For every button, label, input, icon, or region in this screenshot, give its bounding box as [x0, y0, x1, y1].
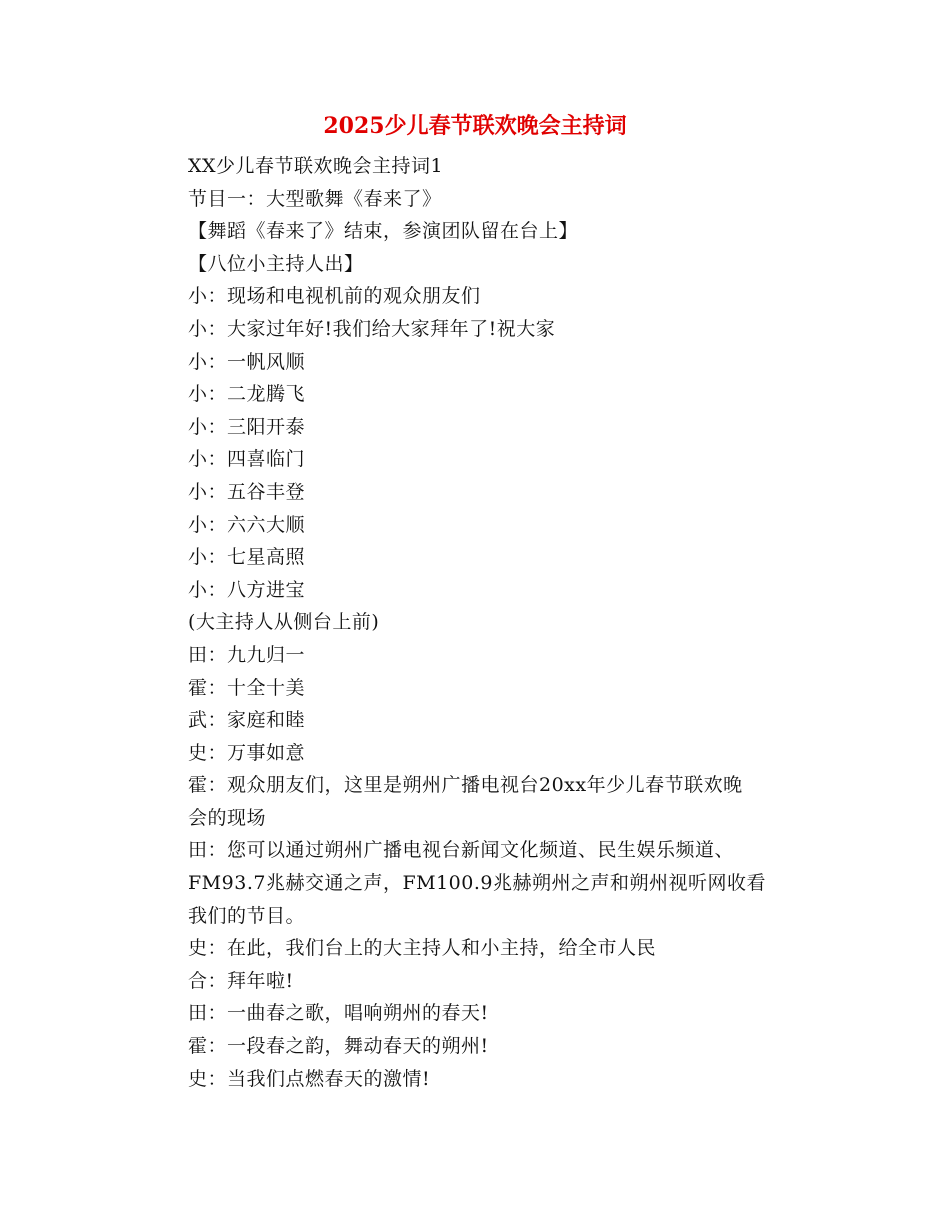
paragraph: 小：八方进宝	[188, 578, 306, 601]
paragraph: 小：大家过年好!我们给大家拜年了!祝大家	[188, 317, 556, 340]
paragraph: 史：万事如意	[188, 741, 306, 764]
paragraph: 小：三阳开泰	[188, 415, 306, 438]
paragraph: 小：一帆风顺	[188, 350, 306, 373]
paragraph: 霍：十全十美	[188, 676, 306, 699]
paragraph: 霍：观众朋友们，这里是朔州广播电视台20xx年少儿春节联欢晚 会的现场	[188, 774, 743, 829]
paragraph: 武：家庭和睦	[188, 709, 306, 732]
paragraph: 史：当我们点燃春天的激情!	[188, 1067, 431, 1090]
paragraph: 小：五谷丰登	[188, 480, 306, 503]
paragraph: 田：您可以通过朔州广播电视台新闻文化频道、民生娱乐频道、 FM93.7兆赫交通之声，FM100.9兆赫朔州之声和朔州视听网收看 我们的节目。	[188, 839, 766, 927]
paragraph: 小：现场和电视机前的观众朋友们	[188, 285, 481, 308]
paragraph: XX少儿春节联欢晚会主持词1	[188, 155, 444, 177]
document-title: 2025少儿春节联欢晚会主持词	[323, 113, 627, 139]
paragraph: 【八位小主持人出】	[188, 252, 364, 275]
paragraph: 史：在此，我们台上的大主持人和小主持，给全市人民	[188, 937, 657, 960]
paragraph: 小：六六大顺	[188, 513, 306, 536]
paragraph: (大主持人从侧台上前)	[188, 611, 380, 634]
document-body	[188, 150, 808, 1095]
paragraph: 田：一曲春之歌，唱响朔州的春天!	[188, 1002, 489, 1025]
paragraph: 田：九九归一	[188, 643, 306, 666]
paragraph: 小：七星高照	[188, 546, 306, 569]
paragraph: 【舞蹈《春来了》结束，参演团队留在台上】	[188, 220, 579, 243]
paragraph: 霍：一段春之韵，舞动春天的朔州!	[188, 1035, 489, 1058]
paragraph: 小：四喜临门	[188, 448, 306, 471]
paragraph: 合：拜年啦!	[188, 969, 294, 992]
paragraph: 小：二龙腾飞	[188, 383, 306, 406]
paragraph: 节目一：大型歌舞《春来了》	[188, 187, 442, 210]
